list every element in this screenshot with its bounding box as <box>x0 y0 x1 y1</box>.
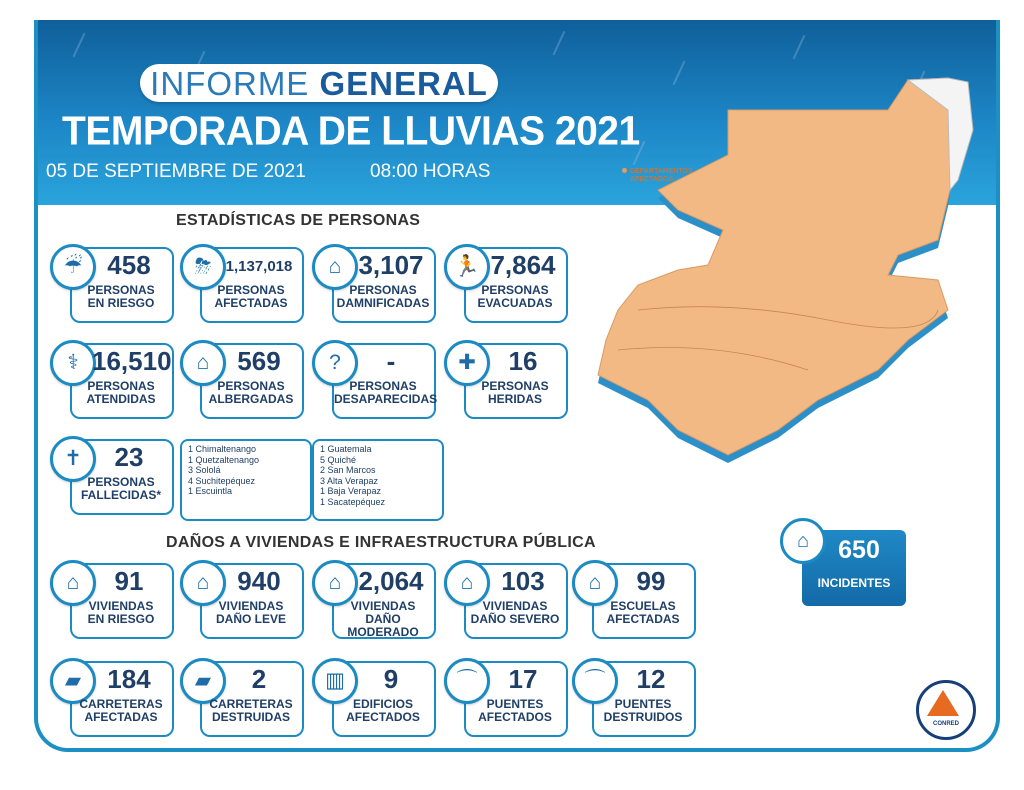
incidents-value: 650 <box>838 536 880 564</box>
card-personas-evacuadas: 🏃 7,864 PERSONAS EVACUADAS <box>444 244 568 322</box>
card-viviendas-dano-severo: ⌂ 103 VIVIENDAS DAÑO SEVERO <box>444 560 568 638</box>
report-hour: 08:00 HORAS <box>370 161 491 182</box>
deaths-by-department-list-1: 1 Chimaltenango 1 Quetzaltenango 3 Sololá 4 Suchitepéquez 1 Escuintla <box>180 439 312 521</box>
house-icon: ⌂ <box>180 560 226 606</box>
care-icon: ⚕ <box>50 340 96 386</box>
school-icon: ⌂ <box>572 560 618 606</box>
house-moderate-icon: ⌂ <box>312 560 358 606</box>
card-personas-afectadas: ⛈ 1,137,018 PERSONAS AFECTADAS <box>180 244 304 322</box>
house-severe-icon: ⌂ <box>444 560 490 606</box>
infra-section-title: DAÑOS A VIVIENDAS E INFRAESTRUCTURA PÚBLICA <box>166 534 596 551</box>
legend-line1: DEPARTAMENTOS <box>630 168 693 175</box>
flood-house-icon: ⌂ <box>780 518 826 564</box>
evacuation-icon: 🏃 <box>444 244 490 290</box>
deaths-by-department-list-2: 1 Guatemala 5 Quiché 2 San Marcos 3 Alta Verapaz 1 Baja Verapaz 1 Sacatepéquez <box>312 439 444 521</box>
main-title: TEMPORADA DE LLUVIAS 2021 <box>62 108 640 155</box>
card-personas-fallecidas: ✝ 23 PERSONAS FALLECIDAS* <box>50 436 174 514</box>
card-personas-en-riesgo: ☔ 458 PERSONAS EN RIESGO <box>50 244 174 322</box>
card-puentes-destruidos: ⌒ 12 PUENTES DESTRUIDOS <box>572 658 696 736</box>
cross-icon: ✝ <box>50 436 96 482</box>
card-personas-heridas: ✚ 16 PERSONAS HERIDAS <box>444 340 568 418</box>
house-risk-icon: ⌂ <box>50 560 96 606</box>
road-icon: ▰ <box>50 658 96 704</box>
title-part-informe: INFORME <box>150 65 320 102</box>
conred-logo-text: CONRED <box>932 721 959 727</box>
rain-icon: ☔ <box>50 244 96 290</box>
card-carreteras-destruidas: ▰ 2 CARRETERAS DESTRUIDAS <box>180 658 304 736</box>
map-legend <box>622 168 693 184</box>
card-edificios-afectados: ▥ 9 EDIFICIOS AFECTADOS <box>312 658 436 736</box>
card-viviendas-dano-moderado: ⌂ 2,064 VIVIENDAS DAÑO MODERADO <box>312 560 436 638</box>
road-destroyed-icon: ▰ <box>180 658 226 704</box>
card-personas-damnificadas: ⌂ 3,107 PERSONAS DAMNIFICADAS <box>312 244 436 322</box>
card-viviendas-dano-leve: ⌂ 940 VIVIENDAS DAÑO LEVE <box>180 560 304 638</box>
shelter-icon: ⌂ <box>180 340 226 386</box>
card-carreteras-afectadas: ▰ 184 CARRETERAS AFECTADAS <box>50 658 174 736</box>
card-personas-albergadas: ⌂ 569 PERSONAS ALBERGADAS <box>180 340 304 418</box>
card-escuelas-afectadas: ⌂ 99 ESCUELAS AFECTADAS <box>572 560 696 638</box>
card-viviendas-en-riesgo: ⌂ 91 VIVIENDAS EN RIESGO <box>50 560 174 638</box>
infographic-frame <box>34 20 1000 752</box>
card-personas-atendidas: ⚕ 16,510 PERSONAS ATENDIDAS <box>50 340 174 418</box>
damaged-house-icon: ⌂ <box>312 244 358 290</box>
card-personas-desaparecidas: ? - PERSONAS DESAPARECIDAS <box>312 340 436 418</box>
card-puentes-afectados: ⌒ 17 PUENTES AFECTADOS <box>444 658 568 736</box>
conred-logo-triangle <box>927 690 959 716</box>
building-icon: ▥ <box>312 658 358 704</box>
injured-icon: ✚ <box>444 340 490 386</box>
title-part-general: GENERAL <box>319 65 488 102</box>
report-date: 05 DE SEPTIEMBRE DE 2021 <box>46 161 306 182</box>
missing-person-icon: ? <box>312 340 358 386</box>
storm-people-icon: ⛈ <box>180 244 226 290</box>
incidents-label: INCIDENTES <box>817 576 891 590</box>
bridge-destroyed-icon: ⌒ <box>572 658 618 704</box>
bridge-icon: ⌒ <box>444 658 490 704</box>
people-section-title: ESTADÍSTICAS DE PERSONAS <box>176 212 421 229</box>
legend-line2: AFECTADOS <box>630 176 674 183</box>
report-title-pill <box>140 64 498 102</box>
guatemala-map <box>578 70 988 470</box>
